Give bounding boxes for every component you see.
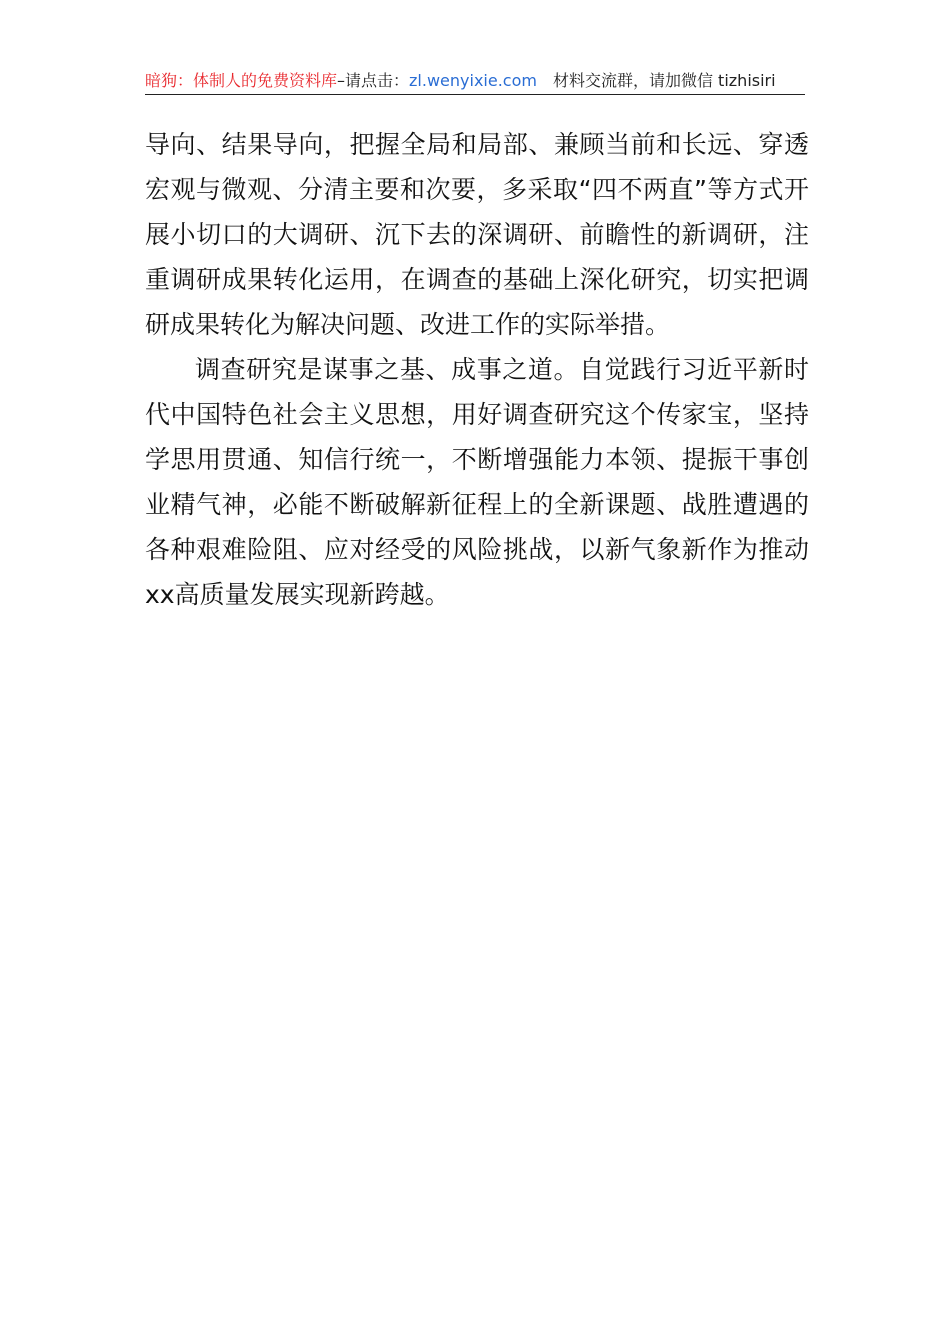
header-wechat-note: 材料交流群，请加微信 tizhisiri <box>552 71 776 90</box>
paragraph-continuation: 导向、结果导向，把握全局和局部、兼顾当前和长远、穿透宏观与微观、分清主要和次要，多采取“四不两直”等方式开展小切口的大调研、沉下去的深调研、前瞻性的新调研，注重调研成果转化运用，在调查的基础上深化研究，切实把调研成果转化为解决问题、改进工作的实际举措。 <box>145 130 809 339</box>
header-click-prompt: –请点击： <box>337 71 410 90</box>
header-brand: 暗狗：体制人的免费资料库 <box>145 71 338 90</box>
document-body <box>145 122 809 617</box>
page-header <box>145 70 805 95</box>
header-url-link[interactable]: zl.wenyixie.com <box>409 71 537 90</box>
paragraph-conclusion: 调查研究是谋事之基、成事之道。自觉践行习近平新时代中国特色社会主义思想，用好调查研究这个传家宝，坚持学思用贯通、知信行统一，不断增强能力本领、提振干事创业精气神，必能不断破解新征程上的全新课题、战胜遭遇的各种艰难险阻、应对经受的风险挑战，以新气象新作为推动xx高质量发展实现新跨越。 <box>145 355 809 609</box>
